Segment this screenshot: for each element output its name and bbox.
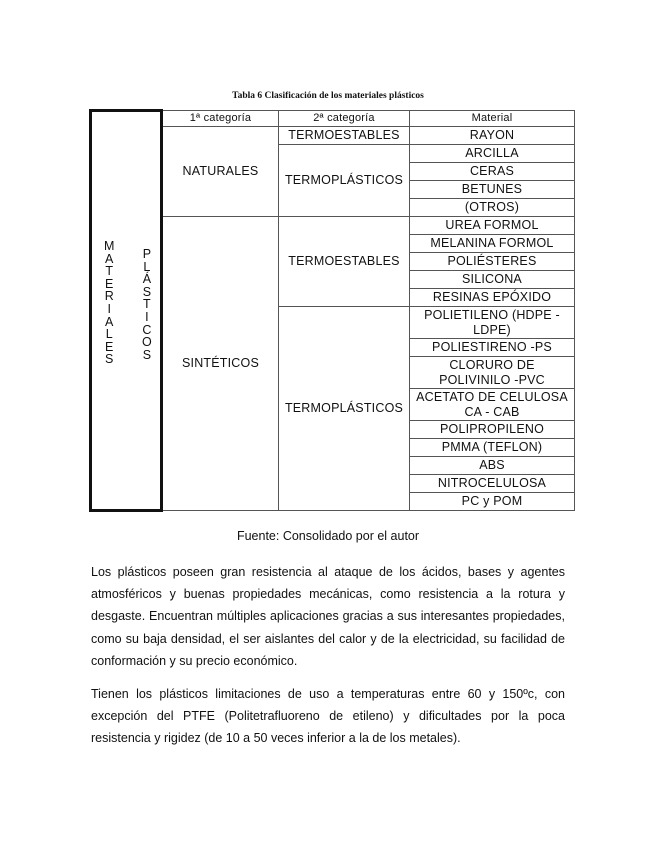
header-cat1: 1ª categoría <box>162 111 279 127</box>
material-cell: POLIPROPILENO <box>410 421 575 439</box>
cat1-naturales: NATURALES <box>162 127 279 217</box>
material-cell: UREA FORMOL <box>410 217 575 235</box>
body-paragraph: Los plásticos poseen gran resistencia al ataque de los ácidos, bases y agentes atmosféricos y buenas propiedades mecánicas, como resistencia a la rotura y desgaste. Encuentran múltiples aplicaciones gracias a sus interesantes propiedades, como su baja densidad, el ser aislantes del calor y de la electricidad, su facilidad de conformación y su precio económico. <box>91 565 565 668</box>
material-cell: SILICONA <box>410 271 575 289</box>
cat2-termoestables: TERMOESTABLES <box>279 127 410 145</box>
material-cell: BETUNES <box>410 181 575 199</box>
material-cell: (OTROS) <box>410 199 575 217</box>
material-cell: MELANINA FORMOL <box>410 235 575 253</box>
table-caption: Fuente: Consolidado por el autor <box>236 529 420 543</box>
table-title: Tabla 6 Clasificación de los materiales plásticos <box>232 91 424 101</box>
header-cat2: 2ª categoría <box>279 111 410 127</box>
material-cell: ABS <box>410 457 575 475</box>
material-cell: ACETATO DE CELULOSA CA - CAB <box>410 389 575 421</box>
header-material: Material <box>410 111 575 127</box>
cat1-sinteticos: SINTÉTICOS <box>162 217 279 511</box>
material-cell: RAYON <box>410 127 575 145</box>
material-cell: CLORURO DE POLIVINILO -PVC <box>410 357 575 389</box>
material-cell: CERAS <box>410 163 575 181</box>
classification-table <box>89 109 575 512</box>
material-cell: NITROCELULOSA <box>410 475 575 493</box>
vertical-word-plasticos: P L Á S T I C O S <box>142 247 152 362</box>
material-cell: POLIÉSTERES <box>410 253 575 271</box>
body-paragraph: Tienen los plásticos limitaciones de uso a temperaturas entre 60 y 150ºc, con excepción del PTFE (Politetrafluoreno de etileno) y dificultades por la poca resistencia y rigidez (de 10 a 50 veces inferior a la de los metales). <box>91 687 565 746</box>
vertical-word-materiales: M A T E R I A L E S <box>104 239 115 367</box>
material-cell: POLIESTIRENO -PS <box>410 339 575 357</box>
material-cell: RESINAS EPÓXIDO <box>410 289 575 307</box>
cat2-termoestables: TERMOESTABLES <box>279 217 410 307</box>
cat2-termoplasticos: TERMOPLÁSTICOS <box>279 145 410 217</box>
material-cell: PC y POM <box>410 493 575 511</box>
materiales-plasticos-vertical-label <box>91 111 162 511</box>
cat2-termoplasticos: TERMOPLÁSTICOS <box>279 307 410 511</box>
material-cell: ARCILLA <box>410 145 575 163</box>
material-cell: PMMA (TEFLON) <box>410 439 575 457</box>
material-cell: POLIETILENO (HDPE - LDPE) <box>410 307 575 339</box>
